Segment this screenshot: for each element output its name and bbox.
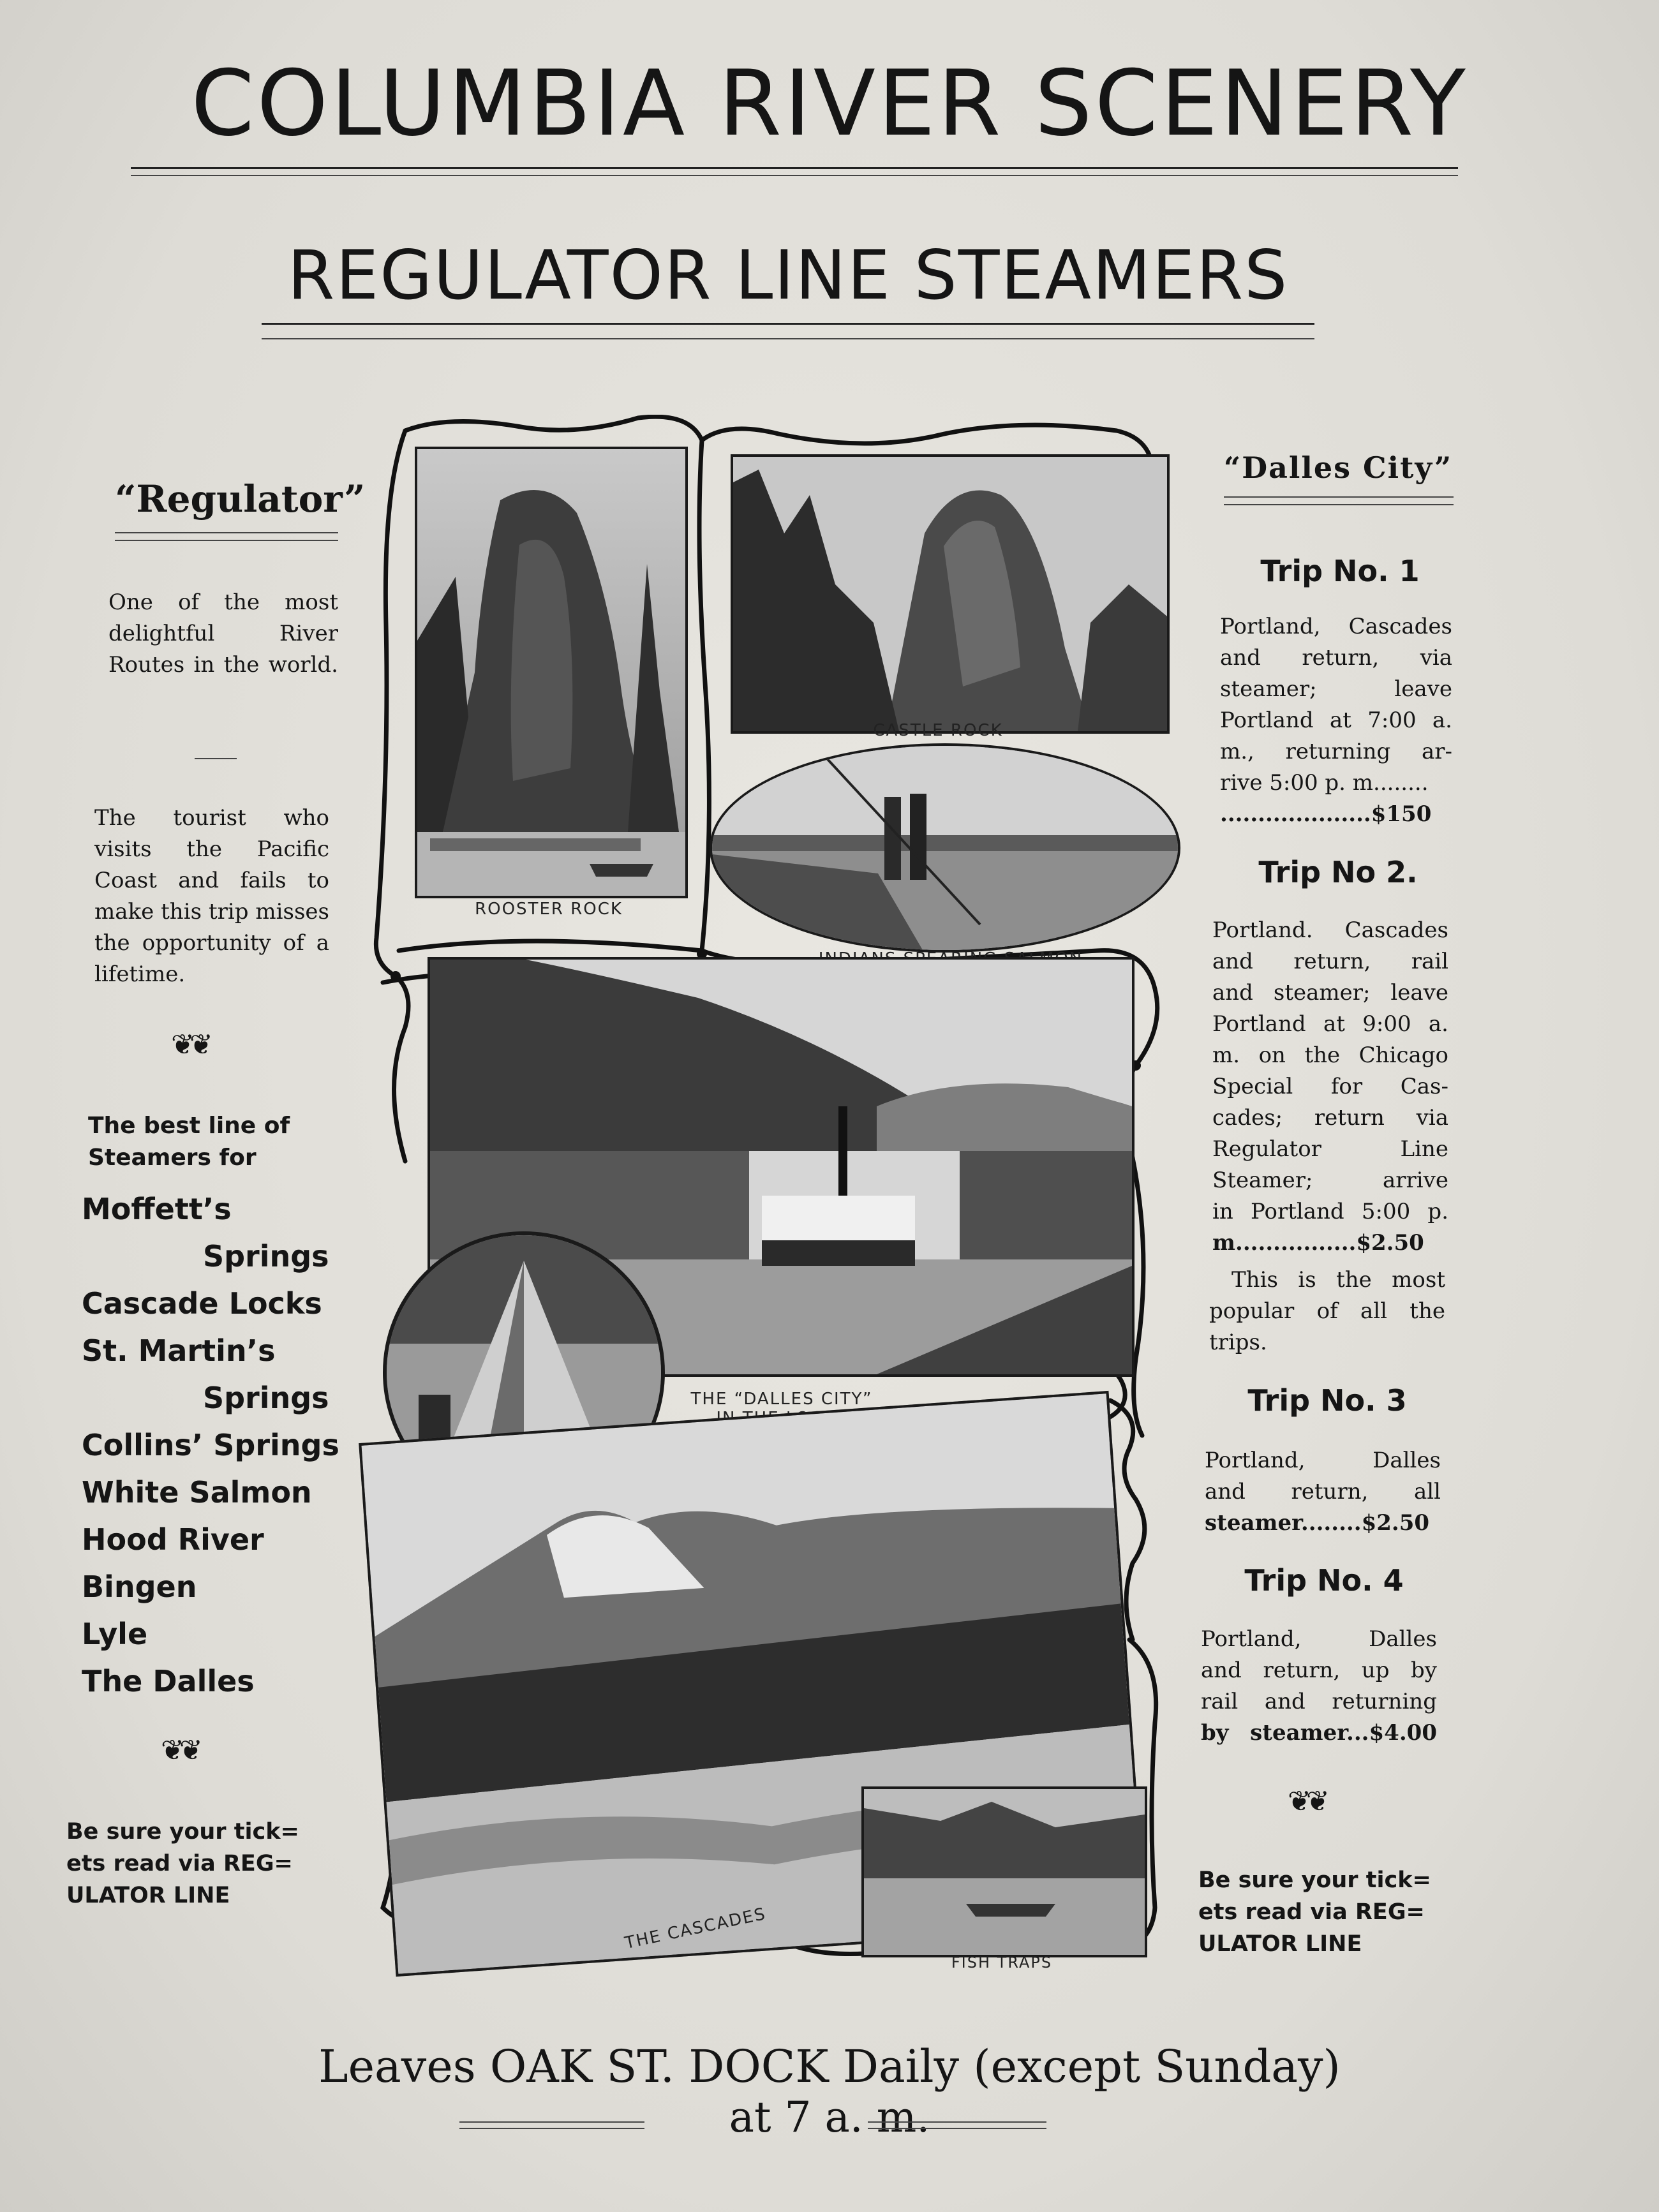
trip-line: Portland, Dalles [1201,1626,1437,1652]
title-rule-lower [131,175,1458,176]
stop-item: Moffett’s [82,1192,232,1226]
trip-line: by steamer...$4.00 [1201,1720,1437,1746]
stop-item: Springs [203,1381,329,1415]
popular-line: This is the most [1231,1267,1445,1293]
ticket-note-right: Be sure your tick= ets read via REG= ULATOR LINE [1198,1867,1431,1957]
trip-line: and return, up by [1201,1658,1437,1683]
trip-line: ....................$150 [1220,801,1432,827]
stop-item: Springs [203,1239,329,1273]
stop-list [82,1185,337,1705]
trip-1-heading: Trip No. 1 [1260,554,1420,588]
trip-line: m................$2.50 [1212,1230,1424,1256]
short-divider [195,758,237,759]
rooster-rock-photo [415,447,688,898]
dalles-city-rule [1224,496,1454,498]
trip-line: rive 5:00 p. m........ [1220,770,1429,796]
tourist-text: The tourist who visits the Pacific Coast and fails to make this trip misses the opportunity of a lifetime. [94,805,329,987]
stop-item: Cascade Locks [82,1286,322,1321]
spearing-salmon-photo [710,743,1180,953]
trip-3-details [1205,1445,1441,1539]
fish-traps-caption: FISH TRAPS [951,1954,1053,1971]
trip-line: rail and returning [1201,1689,1437,1714]
cascades-caption: THE CASCADES [623,1904,768,1954]
stop-item: Lyle [82,1617,148,1651]
departure-time: at 7 a. m. [729,2093,930,2142]
castle-rock-photo [731,454,1170,734]
footer-rule-right-lower [868,2128,1046,2129]
trip-line: m. on the Chicago [1212,1043,1448,1068]
trip-line: and return, via [1220,645,1452,671]
ornament-icon: ❦❦ [1288,1785,1325,1818]
trip-line: Steamer; arrive [1212,1168,1448,1193]
page-subtitle: REGULATOR LINE STEAMERS [287,236,1289,315]
trip-line: m., returning ar- [1220,739,1452,764]
trip-4-details [1201,1624,1437,1749]
stop-item: Bingen [82,1570,197,1604]
stop-item: St. Martin’s [82,1333,276,1368]
popular-line: trips. [1209,1330,1267,1355]
regulator-rule [115,532,338,533]
trip-line: Portland at 9:00 a. [1212,1011,1448,1037]
popular-line: popular of all the [1209,1298,1445,1324]
dalles-city-caption-line: THE “DALLES CITY” [690,1390,873,1409]
trip-line: Regulator Line [1212,1136,1448,1162]
trip-line: Portland, Cascades [1220,614,1452,639]
trip-line: Portland, Dalles [1205,1448,1441,1473]
footer-rule-right [868,2121,1046,2123]
trip-line: cades; return via [1212,1105,1448,1131]
stop-item: Collins’ Springs [82,1428,339,1462]
ornament-icon: ❦❦ [171,1028,208,1061]
trip-2-heading: Trip No 2. [1258,855,1418,889]
stop-item: The Dalles [82,1664,255,1698]
title-rule [131,167,1458,169]
dalles-city-rule-lower [1224,504,1454,505]
best-line-text: The best line of Steamers for [88,1113,290,1171]
trip-4-heading: Trip No. 4 [1244,1563,1404,1598]
trip-1-details [1220,611,1452,830]
regulator-heading: “Regulator” [115,477,366,521]
trip-line: and return, rail [1212,949,1448,974]
trip-line: in Portland 5:00 p. [1212,1199,1448,1224]
ticket-note-left: Be sure your tick= ets read via REG= ULATOR LINE [66,1819,299,1908]
regulator-intro: One of the most delightful River Routes in the world. [108,590,338,678]
trip-line: Portland at 7:00 a. [1220,708,1452,733]
stop-item: White Salmon [82,1475,312,1510]
subtitle-rule-lower [262,338,1314,339]
departure-line: Leaves OAK ST. DOCK Daily (except Sunday) [318,2040,1341,2093]
trip-line: Portland. Cascades [1212,917,1448,943]
ornament-icon: ❦❦ [161,1734,198,1767]
trip-2-details [1212,915,1448,1259]
fish-traps-photo [861,1786,1147,1957]
trip-line: steamer........$2.50 [1205,1510,1430,1536]
stop-item: Hood River [82,1522,264,1557]
dalles-city-heading: “Dalles City” [1223,450,1453,485]
trip-line: Special for Cas- [1212,1074,1448,1099]
page-title: COLUMBIA RIVER SCENERY [191,51,1468,156]
trip-line: and steamer; leave [1212,980,1448,1006]
castle-rock-caption: CASTLE ROCK [873,721,1003,740]
rooster-rock-caption: ROOSTER ROCK [475,900,623,919]
trip-line: steamer; leave [1220,676,1452,702]
trip-line: and return, all [1205,1479,1441,1504]
trip-3-heading: Trip No. 3 [1247,1383,1407,1418]
popular-note [1209,1265,1445,1358]
regulator-rule-lower [115,540,338,541]
subtitle-rule [262,323,1314,325]
